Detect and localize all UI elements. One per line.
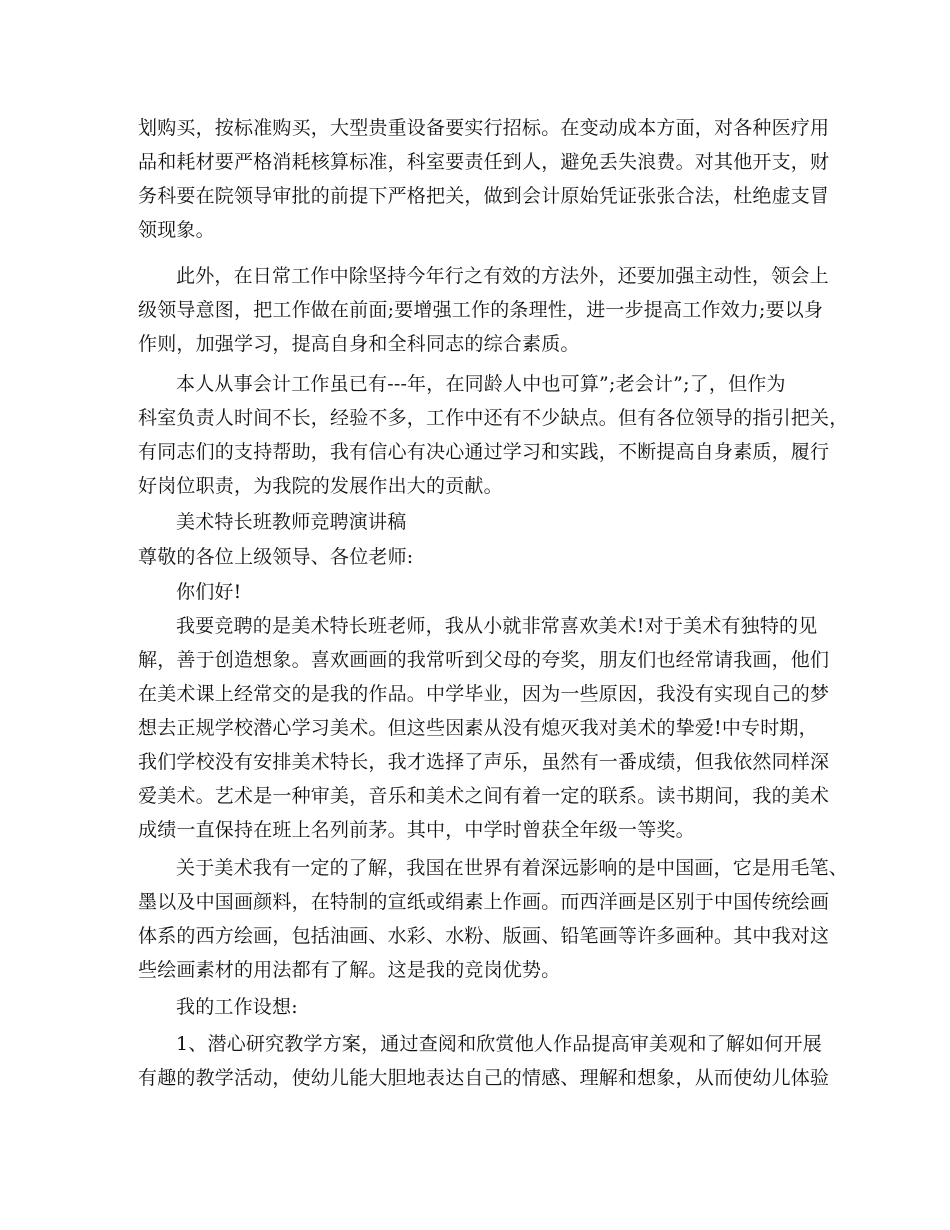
text-line: 作则，加强学习，提高自身和全科同志的综合素质。 bbox=[138, 333, 580, 355]
text-line: 有同志们的支持帮助，我有信心有决心通过学习和实践，不断提高自身素质，履行 bbox=[138, 441, 830, 463]
text-line: 在美术课上经常交的是我的作品。中学毕业，因为一些原因，我没有实现自己的梦 bbox=[138, 683, 830, 705]
text-line: 我要竞聘的是美术特长班老师，我从小就非常喜欢美术!对于美术有独特的见 bbox=[176, 615, 818, 637]
text-line: 级领导意图，把工作做在前面;要增强工作的条理性，进一步提高工作效力;要以身 bbox=[138, 299, 824, 321]
text-line: 我们学校没有安排美术特长，我才选择了声乐，虽然有一番成绩，但我依然同样深 bbox=[138, 751, 830, 773]
salutation: 尊敬的各位上级领导、各位老师: bbox=[138, 546, 414, 568]
text-line: 有趣的教学活动，使幼儿能大胆地表达自己的情感、理解和想象，从而使幼儿体验 bbox=[138, 1067, 830, 1089]
text-line: 体系的西方绘画，包括油画、水彩、水粉、版画、铅笔画等许多画种。其中我对这 bbox=[138, 925, 830, 947]
text-line: 本人从事会计工作虽已有---年，在同龄人中也可算”;老会计”;了，但作为 bbox=[176, 373, 786, 395]
text-line: 成绩一直保持在班上名列前茅。其中，中学时曾获全年级一等奖。 bbox=[138, 819, 695, 841]
text-line: 划购买，按标准购买，大型贵重设备要实行招标。在变动成本方面，对各种医疗用 bbox=[138, 117, 830, 139]
text-line: 1、潜心研究教学方案，通过查阅和欣赏他人作品提高审美观和了解如何开展 bbox=[176, 1033, 822, 1055]
subheading: 我的工作设想: bbox=[176, 996, 298, 1018]
text-line: 墨以及中国画颜料，在特制的宣纸或绢素上作画。而西洋画是区别于中国传统绘画 bbox=[138, 891, 830, 913]
text-line: 解，善于创造想象。喜欢画画的我常听到父母的夸奖，朋友们也经常请我画，他们 bbox=[138, 649, 830, 671]
text-line: 想去正规学校潜心学习美术。但这些因素从没有熄灭我对美术的挚爱!中专时期， bbox=[138, 717, 818, 739]
text-line: 务科要在院领导审批的前提下严格把关，做到会计原始凭证张张合法，杜绝虚支冒 bbox=[138, 185, 830, 207]
text-line: 好岗位职责，为我院的发展作出大的贡献。 bbox=[138, 475, 503, 497]
text-line: 此外，在日常工作中除坚持今年行之有效的方法外，还要加强主动性，领会上 bbox=[176, 265, 829, 287]
section-title: 美术特长班教师竞聘演讲稿 bbox=[176, 511, 407, 533]
text-line: 科室负责人时间不长，经验不多，工作中还有不少缺点。但有各位领导的指引把关， bbox=[138, 407, 849, 429]
greeting: 你们好! bbox=[176, 581, 242, 603]
text-line: 品和耗材要严格消耗核算标准，科室要责任到人，避免丢失浪费。对其他开支，财 bbox=[138, 151, 830, 173]
text-line: 关于美术我有一定的了解，我国在世界有着深远影响的是中国画，它是用毛笔、 bbox=[176, 857, 849, 879]
text-line: 爱美术。艺术是一种审美，音乐和美术之间有着一定的联系。读书期间，我的美术 bbox=[138, 785, 830, 807]
text-line: 些绘画素材的用法都有了解。这是我的竞岗优势。 bbox=[138, 959, 561, 981]
text-line: 领现象。 bbox=[138, 219, 215, 241]
